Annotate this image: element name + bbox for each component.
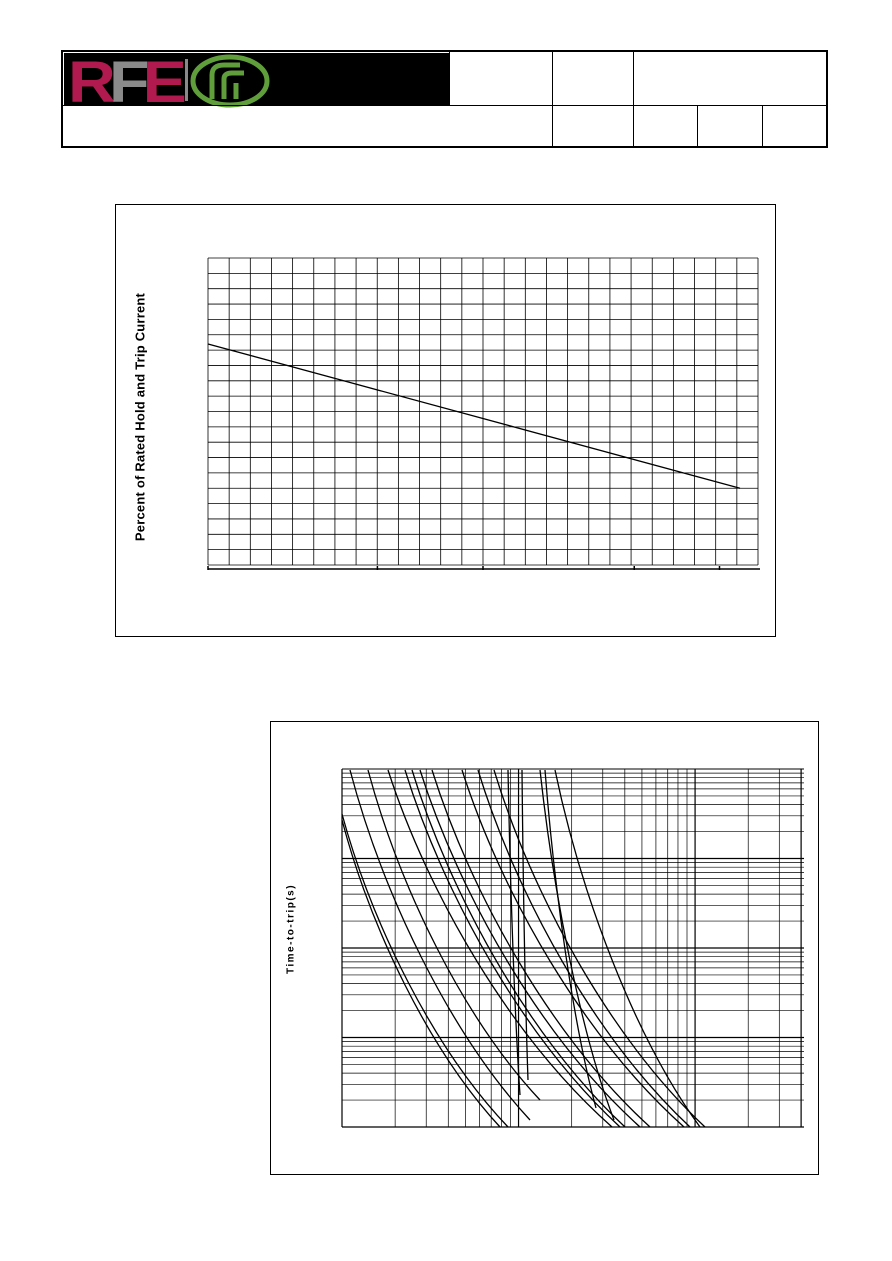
time-to-trip-y-axis-label: Time-to-trip(s) [285,883,297,975]
trip-curve-14 [522,770,528,1080]
logo-letters: RFE [68,50,176,115]
trip-curve-2 [342,820,500,1127]
hold-trip-y-axis-label: Percent of Rated Hold and Trip Current [132,292,148,542]
trip-curve-3 [350,770,530,1120]
time-to-trip-grid [342,769,804,1127]
trip-curve-4 [368,770,540,1100]
